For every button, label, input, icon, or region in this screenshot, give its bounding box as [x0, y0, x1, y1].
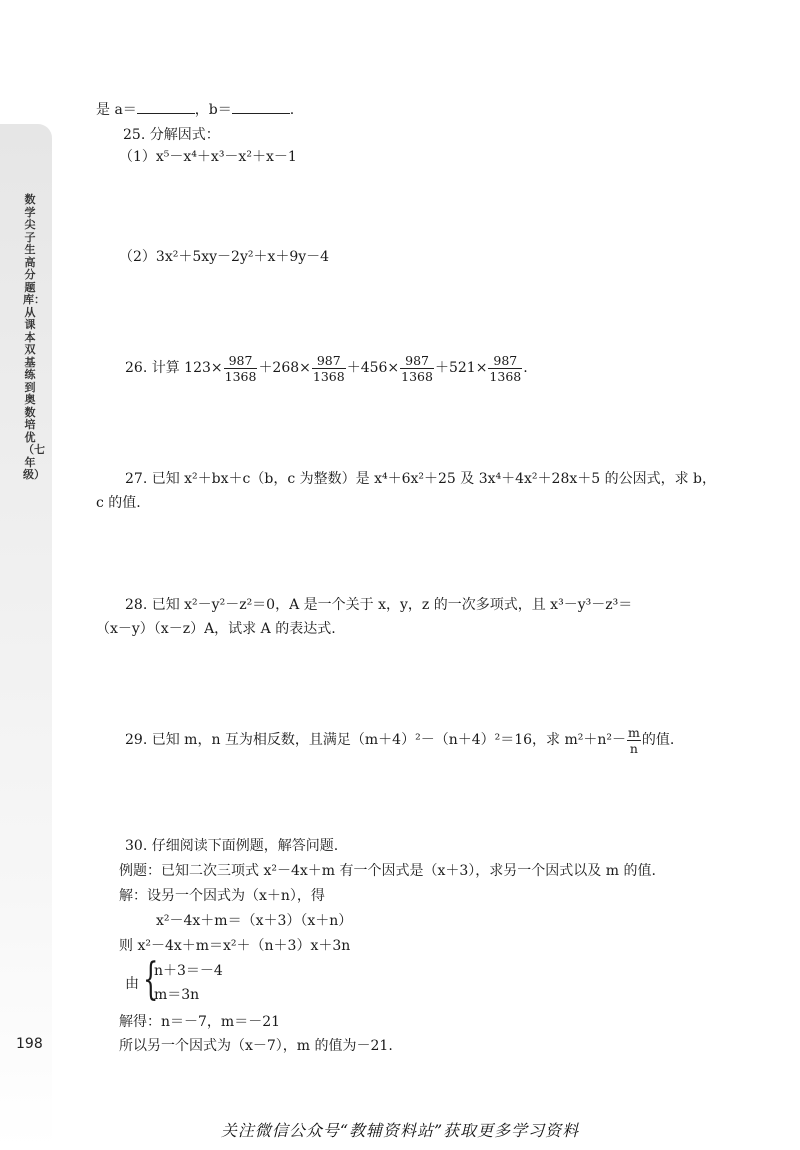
fraction-denominator: 1368 [401, 368, 433, 384]
q30-example: 例题：已知二次三项式 x²－4x＋m 有一个因式是（x＋3），求另一个因式以及 m 的值. [119, 863, 656, 879]
book-title: 数学尖子生高分题库：从课本双基练到奥数培优（七年级） [23, 193, 45, 481]
q29-suffix: 的值. [641, 732, 675, 748]
q30-system-eq1: n＋3＝－4 [154, 963, 223, 979]
q30-equation1: x²－4x＋m＝（x＋3）（x＋n） [156, 913, 353, 929]
q26-term4: ＋521× [434, 360, 488, 376]
q25-part2: （2）3x²＋5xy－2y²＋x＋9y－4 [119, 249, 330, 265]
q26-term3: ＋456× [346, 360, 400, 376]
q26-term2: ＋268× [258, 360, 311, 376]
footer-watermark: 关注微信公众号“教辅资料站”获取更多学习资料 [220, 1121, 580, 1140]
answer-blank-a [137, 101, 195, 114]
q30-system-eq2: m＝3n [154, 987, 200, 1003]
fraction-numerator: 987 [224, 353, 258, 369]
q29-expression [125, 722, 674, 758]
q24-end: . [289, 102, 295, 118]
q30-solved: 解得：n＝－7，m＝－21 [119, 1014, 281, 1030]
q24-tail [96, 100, 294, 120]
q25-part1: （1）x⁵－x⁴＋x³－x²＋x－1 [119, 149, 297, 165]
fraction [627, 725, 641, 756]
q26-end: . [523, 360, 528, 376]
q27-line1: 27. 已知 x²＋bx＋c（b，c 为整数）是 x⁴＋6x²＋25 及 3x⁴＋4x²＋28x＋5 的公因式，求 b， [125, 471, 717, 487]
q28-line2: （x－y）（x－z）A，试求 A 的表达式. [96, 621, 336, 637]
system-brace: { [143, 954, 159, 1005]
fraction [224, 353, 258, 384]
q24-mid: ，b＝ [194, 102, 232, 118]
q30-by: 由 [125, 976, 139, 992]
fraction-numerator: m [628, 724, 640, 740]
fraction [312, 353, 346, 384]
fraction-denominator: 1368 [489, 368, 522, 384]
fraction-numerator: 987 [488, 353, 522, 369]
q28-line1: 28. 已知 x²－y²－z²＝0，A 是一个关于 x，y，z 的一次多项式，且 x³－y³－z³＝ [125, 597, 633, 613]
fraction-denominator: n [629, 740, 638, 756]
answer-blank-b [232, 101, 290, 114]
q27-line2: c 的值. [96, 495, 141, 511]
q30-solution-intro: 解：设另一个因式为（x＋n），得 [119, 888, 325, 904]
q24-prefix: 是 a＝ [96, 102, 137, 118]
fraction [488, 353, 522, 384]
fraction-denominator: 1368 [312, 368, 345, 384]
fraction-numerator: 987 [400, 353, 434, 369]
fraction-numerator: 987 [312, 353, 346, 369]
fraction [400, 353, 434, 384]
q26-expression [125, 350, 528, 386]
q30-conclusion: 所以另一个因式为（x－7），m 的值为－21. [119, 1038, 393, 1054]
q25-title: 25. 分解因式： [123, 127, 220, 143]
q29-prefix: 29. 已知 m，n 互为相反数，且满足（m＋4）²－（n＋4）²＝16，求 m²＋n²－ [125, 732, 627, 748]
q30-title: 30. 仔细阅读下面例题，解答问题. [125, 838, 339, 854]
q30-equation2: 则 x²－4x＋m＝x²＋（n＋3）x＋3n [119, 938, 351, 954]
q26-prefix: 26. 计算 123× [125, 360, 223, 376]
page-number: 198 [16, 1036, 43, 1052]
fraction-denominator: 1368 [224, 368, 257, 384]
